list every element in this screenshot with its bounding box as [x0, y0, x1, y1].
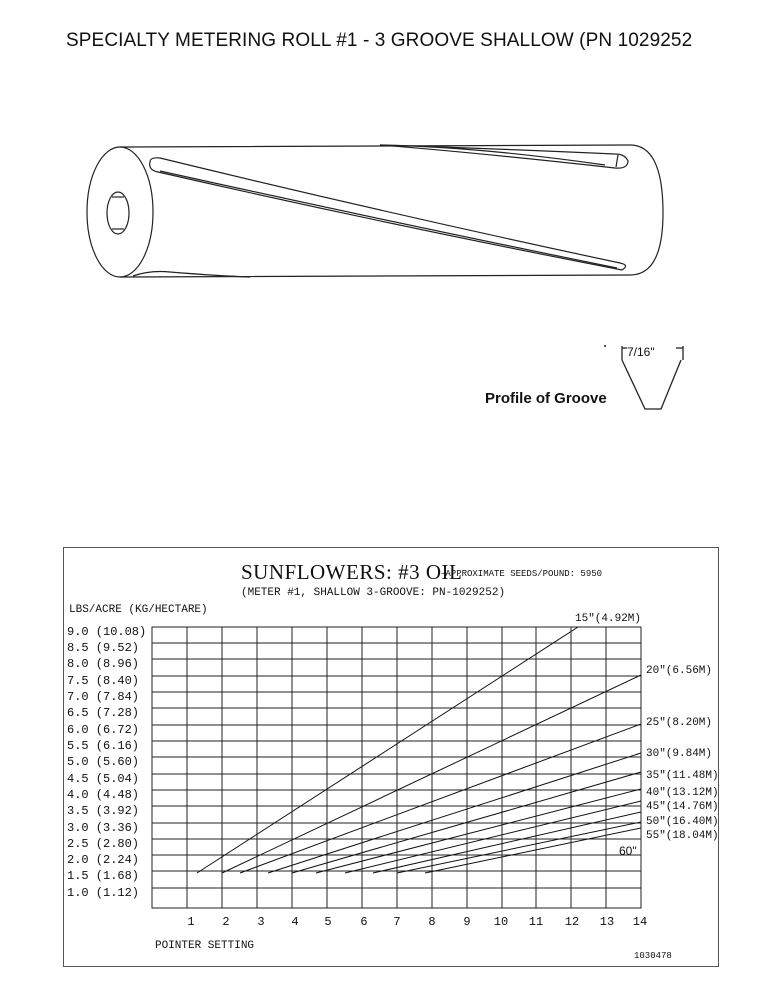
y-tick: 7.0 (7.84): [67, 690, 140, 704]
y-tick: 1.0 (1.12): [67, 886, 140, 900]
series-50in: [373, 812, 641, 873]
x-tick: 5: [324, 915, 332, 929]
x-axis-title: POINTER SETTING: [155, 940, 255, 952]
chart-series-lines: [197, 627, 641, 873]
series-55in: [397, 822, 641, 873]
series-label-35: 35"(11.48M): [646, 770, 719, 782]
series-label-60: 60": [619, 844, 637, 858]
series-label-30: 30"(9.84M): [646, 748, 713, 760]
y-tick: 3.5 (3.92): [67, 804, 140, 818]
x-tick: 8: [428, 915, 436, 929]
series-label-20: 20"(6.56M): [646, 665, 713, 677]
series-label-55: 55"(18.04M): [646, 830, 719, 842]
y-tick: 7.5 (8.40): [67, 674, 140, 688]
x-tick: 3: [257, 915, 265, 929]
series-label-15: 15"(4.92M): [575, 613, 642, 625]
series-15in: [197, 627, 578, 873]
page-title: SPECIALTY METERING ROLL #1 - 3 GROOVE SHALLOW (PN 1029252: [66, 30, 693, 51]
series-60in: [425, 828, 641, 873]
y-tick: 3.0 (3.36): [67, 821, 140, 835]
x-tick: 9: [463, 915, 471, 929]
chart-grid: [152, 627, 641, 908]
series-label-50: 50"(16.40M): [646, 816, 719, 828]
y-tick: 4.0 (4.48): [67, 788, 140, 802]
x-tick: 4: [291, 915, 299, 929]
y-tick: 6.0 (6.72): [67, 723, 140, 737]
y-tick: 9.0 (10.08): [67, 625, 147, 639]
groove-profile-label: Profile of Groove: [485, 390, 607, 407]
groove-width-dimension: 7/16": [627, 345, 655, 359]
series-25in: [240, 724, 641, 873]
x-tick: 1: [187, 915, 195, 929]
series-label-25: 25"(8.20M): [646, 717, 713, 729]
y-tick: 5.5 (6.16): [67, 739, 140, 753]
y-tick: 5.0 (5.60): [67, 755, 140, 769]
x-tick: 7: [393, 915, 401, 929]
series-label-45: 45"(14.76M): [646, 801, 719, 813]
x-tick: 2: [222, 915, 230, 929]
y-tick: 1.5 (1.68): [67, 869, 140, 883]
y-axis-title: LBS/ACRE (KG/HECTARE): [69, 604, 208, 616]
chart-seeds-per-pound: -APPROXIMATE SEEDS/POUND: 5950: [440, 569, 603, 579]
y-tick: 8.5 (9.52): [67, 641, 140, 655]
chart-title: SUNFLOWERS: #3 OIL: [241, 560, 463, 584]
y-tick: 8.0 (8.96): [67, 657, 140, 671]
x-tick: 14: [632, 915, 648, 929]
x-tick: 13: [599, 915, 615, 929]
chart-subtitle: (METER #1, SHALLOW 3-GROOVE: PN-1029252): [241, 587, 506, 599]
series-40in: [316, 789, 641, 873]
x-tick: 12: [564, 915, 580, 929]
y-tick: 4.5 (5.04): [67, 772, 140, 786]
drawing-number: 1030478: [634, 951, 672, 961]
x-tick: 6: [360, 915, 368, 929]
y-tick: 2.0 (2.24): [67, 853, 140, 867]
y-tick: 6.5 (7.28): [67, 706, 140, 720]
x-tick: 11: [528, 915, 544, 929]
y-tick: 2.5 (2.80): [67, 837, 140, 851]
x-tick: 10: [493, 915, 509, 929]
series-label-40: 40"(13.12M): [646, 787, 719, 799]
